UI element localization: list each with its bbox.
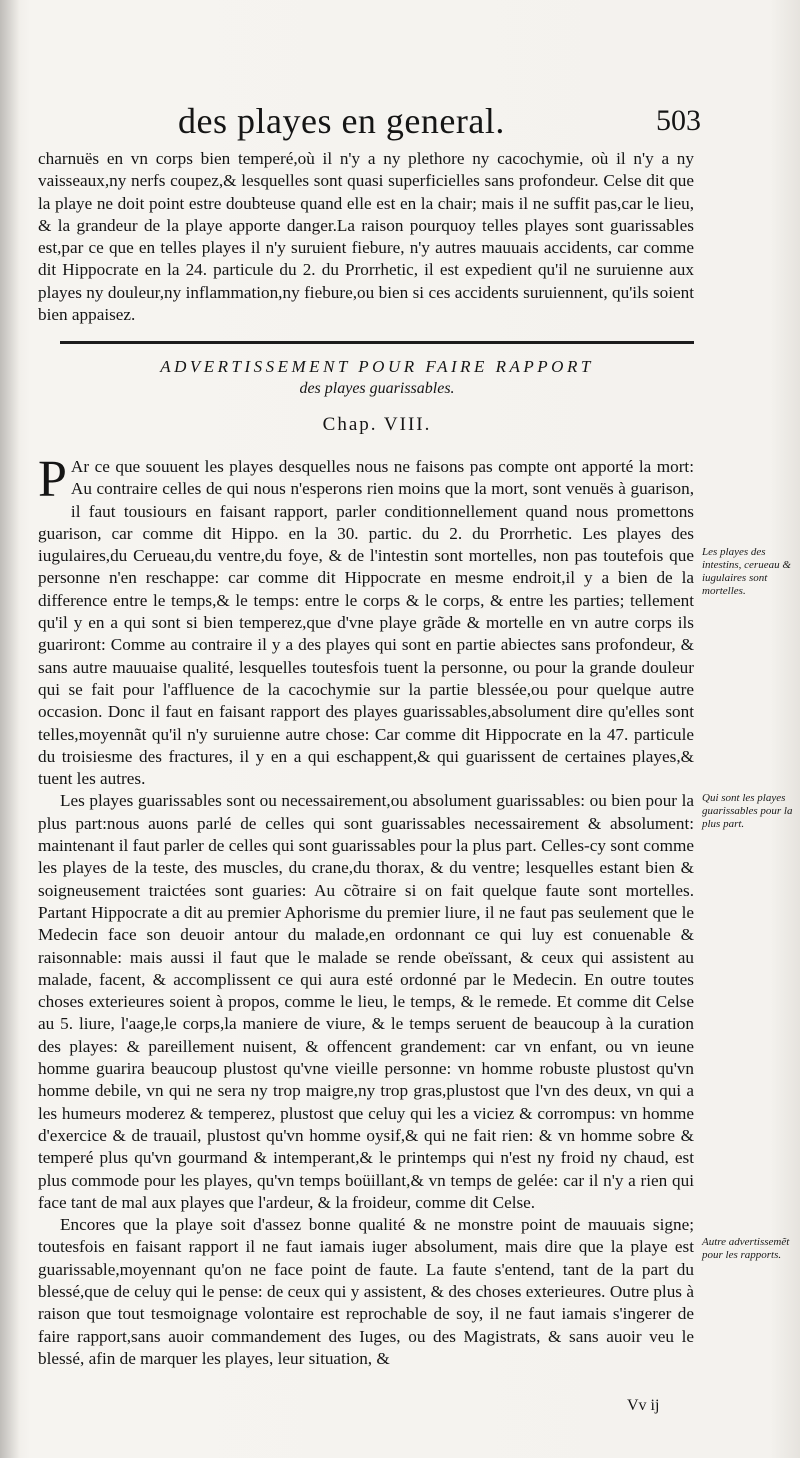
paragraph bbox=[38, 451, 694, 790]
drop-cap: P bbox=[38, 451, 67, 508]
chapter-number: Chap. VIII. bbox=[322, 414, 432, 435]
chapter-divider-rule bbox=[60, 341, 694, 344]
margin-note: Autre advertissemẽt pour les rapports. bbox=[702, 1236, 790, 1261]
paragraph: Les playes guarissables sont ou necessairement,ou absolument guarissables: ou bien pour la plus part:nous auons parlé de celles qui sont guarissables necessairement & absolument: maintenant il faut parler de celles qui sont guarissables pour la plus part. Celles-cy sont comme les playes de la teste, des muscles, du crane,du thorax, & du ventre; lesquelles estant bien & soigneusement traictées sont guaries: Au cõtraire si on fait quelque faute sont mortelles. Partant Hippocrate a dit au premier Aphorisme du premier liure, il ne faut pas seulement que le Medecin face son deuoir antour du malade,en ordonnant ce qui luy est conuenable & raisonnable: mais aussi il faut que le malade se rende obeïssant, & ceux qui assistent au malade, facent, & accomplissent ce qui aura esté ordonné par le Medecin. En outre toutes choses exterieures soient à propos, comme le lieu, le temps, & le remede. Et comme dit Celse au 5. liure, l'aage,le corps,la maniere de viure, & le temps seruent de beaucoup à la curation des playes: & pareillement nuisent, & offencent grandement: car vn enfant, ou vn ieune homme guarira beaucoup plustost qu'vne vieille personne: vn homme robuste plustost qu'vn homme debile, vn qui ne sera ny trop maigre,ny trop gras,plustost que l'vn des deux, vn qui a les humeurs moderez & temperez, plustost que celuy qui les a viciez & corrompus: vn homme d'exercice & de trauail, plustost qu'vn homme oysif,& qui ne fait rien: & vn homme sobre & temperé plus qu'vn gourmand & intemperant,& le printemps qui n'est ny froid ny chaud, est plus commode pour les playes, qu'vn temps boüillant,& vn temps de gelée: car il n'y a rien qui face tant de mal aux playes que l'ardeur, & la froideur, comme dit Celse. bbox=[38, 791, 694, 1212]
gutter-shadow bbox=[0, 0, 20, 1458]
margin-note: Les playes des intestins, cerueau & iugulaires sont mortelles. bbox=[702, 546, 791, 597]
chapter-title-line-2: des playes guarissables. bbox=[299, 380, 455, 397]
paragraph-text: Ar ce que souuent les playes desquelles nous ne faisons pas compte ont apporté la mort: Au contraire celles de qui nous n'esperons rien moins que la mort, sont venuës à guarison, il faut tousiours en faisant rapport, parler conditionnellement quand nous promettons guarison, car comme dit Hippo. en la 30. partic. du 2. du Prorrhetic. Les playes des iugulaires,du Cerueau,du ventre,du foye, & de l'intestin sont mortelles, non pas toutefois que personne n'en reschappe: car comme dit Hippocrate en mesme endroit,il y a bien de la difference entre le temps,& le temps: entre le corps & le corps, & entre les parties; tellement qu'il y en a qui sont si bien temperez,que d'vne playe grãde & mortelle en vn autre corps ils guariront: Comme au contraire il y a des playes qui sont en partie abiectes sans profondeur, & sans autre mauuaise qualité, lesquelles toutesfois tuent la personne, ou pour la grande douleur qui se fait pour l'affluence de la cacochymie sur la partie blessée,ou pour quelque autre occasion. Donc il faut en faisant rapport des playes guarissables,absolument dire qu'elles sont telles,moyennãt qu'il n'y suruienne autre chose: Car comme dit Hippocrate en la 47. particule du troisiesme des fractures, il y en a qui eschappent,& qui guarissent de certaines playes,& tuent les autres. bbox=[38, 457, 694, 789]
chapter-title bbox=[60, 356, 694, 400]
chapter-body bbox=[38, 451, 694, 1370]
paragraph: charnuës en vn corps bien temperé,où il n'y a ny plethore ny cacochymie, où il n'y a ny vaisseaux,ny nerfs coupez,& lesquelles sont quasi superficielles sans profondeur. Celse dit que la playe ne doit point estre doubteuse quand elle est en la chair; mais il ne suffit pas,car le lieu, & la grandeur de la playe apporte danger.La raison pourquoy telles playes sont guarissables est,par ce que en telles playes il n'y suruient fiebure, n'y autres mauuais accidents, car comme dit Hippocrate en la 24. particule du 2. du Prorrhetic, il est expedient qu'il ne suruienne aux playes ny douleur,ny inflammation,ny fiebure,ou bien si ces accidents suruiennent, qu'ils soient bien appaisez. bbox=[38, 149, 694, 325]
margin-note: Qui sont les playes guarissables pour la plus part. bbox=[702, 792, 793, 830]
running-head: des playes en general. bbox=[178, 101, 505, 141]
page-number: 503 bbox=[656, 104, 701, 137]
paragraph: Encores que la playe soit d'assez bonne qualité & ne monstre point de mauuais signe; toutesfois en faisant rapport il ne faut iamais iuger absolument, mais dire que la playe est guarissable,moyennant qu'on ne face point de faute. La faute s'entend, tant de la part du blessé,que de celuy qui le pense: de ceux qui y assistent, & des choses exterieures. Outre plus à raison que tout tesmoignage volontaire est reprochable de soy, il ne faut iamais s'ingerer de faire rapport,sans auoir commandement des Iuges, ou des Magistrats, & sans auoir veu le blessé, afin de marquer les playes, leur situation, & bbox=[38, 1215, 694, 1368]
chapter-title-line-1: ADVERTISSEMENT POUR FAIRE RAPPORT bbox=[160, 357, 594, 376]
signature-mark: Vv ij bbox=[627, 1397, 660, 1414]
previous-chapter-ending bbox=[38, 148, 694, 326]
